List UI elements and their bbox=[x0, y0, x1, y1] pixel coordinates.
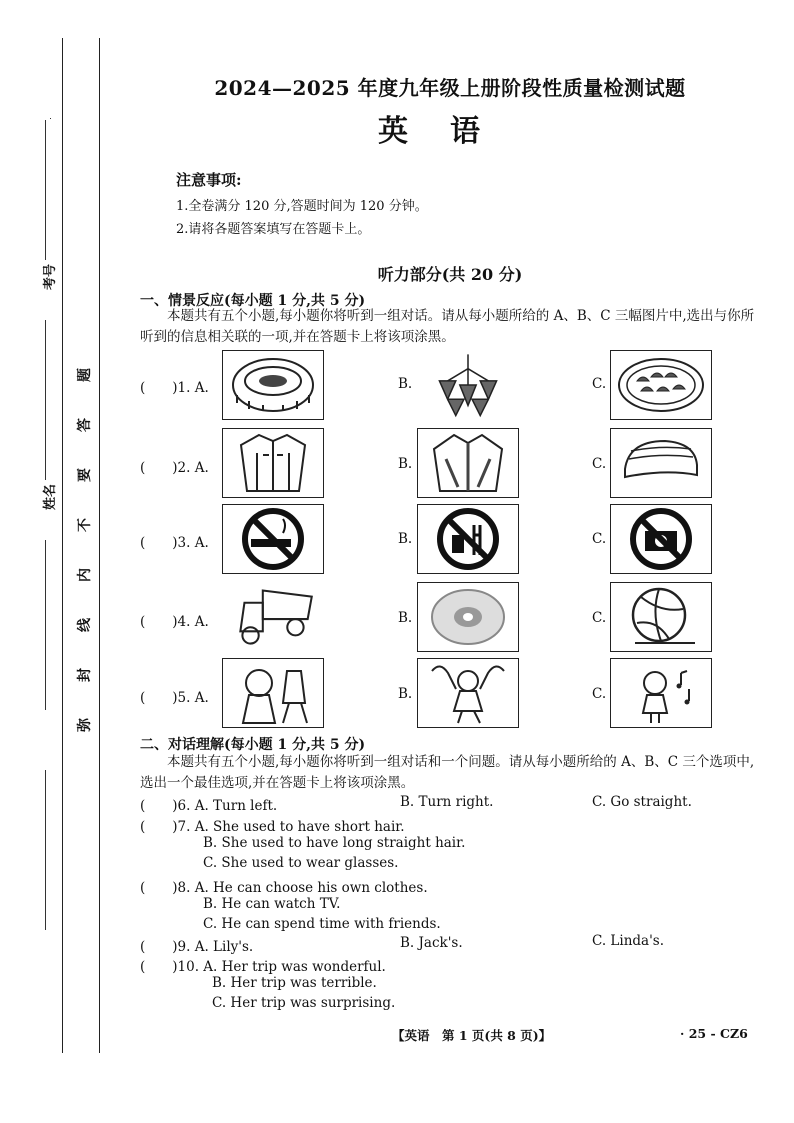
q5-option-c[interactable] bbox=[610, 658, 712, 728]
section2-heading: 二、对话理解(每小题 1 分,共 5 分) bbox=[140, 737, 366, 753]
school-underline bbox=[45, 770, 46, 930]
seal-char-5: 内 bbox=[77, 568, 93, 582]
q9-option-c[interactable]: C. Linda's. bbox=[592, 933, 665, 949]
page-footer: 【英语 第 1 页(共 8 页)】 bbox=[392, 1028, 552, 1043]
zongzi-icon bbox=[417, 350, 519, 420]
q8-option-c[interactable]: C. He can spend time with friends. bbox=[203, 916, 441, 932]
exam-title: 2024—2025 年度九年级上册阶段性质量检测试题 bbox=[214, 76, 686, 100]
q9-option-b[interactable]: B. Jack's. bbox=[400, 935, 463, 951]
q2-option-b[interactable] bbox=[417, 428, 519, 498]
q3-option-a[interactable] bbox=[222, 504, 324, 574]
q1-option-c[interactable] bbox=[610, 350, 712, 420]
q9-option-a[interactable]: ( )9. A. Lily's. bbox=[140, 939, 254, 955]
exam-number-blank bbox=[50, 118, 51, 119]
q6-option-c[interactable]: C. Go straight. bbox=[592, 794, 692, 810]
section1-heading: 一、情景反应(每小题 1 分,共 5 分) bbox=[140, 293, 366, 309]
q5-option-b[interactable] bbox=[417, 658, 519, 728]
name-underline bbox=[45, 320, 46, 480]
dancing-girl-icon bbox=[418, 659, 518, 727]
q7-option-a[interactable]: ( )7. A. She used to have short hair. bbox=[140, 819, 405, 835]
section2-instruction: 本题共有五个小题,每小题你将听到一组对话和一个问题。请从每小题所给的 A、B、C 三个选项中,选出一个最佳选项,并在答题卡上将该项涂黑。 bbox=[140, 754, 755, 791]
jacket-icon bbox=[418, 429, 518, 497]
q1-option-b[interactable] bbox=[417, 350, 519, 420]
q2-c-label: C. bbox=[592, 456, 607, 472]
toy-truck-icon bbox=[222, 580, 324, 650]
q3-option-b[interactable] bbox=[417, 504, 519, 574]
q1-b-label: B. bbox=[398, 376, 413, 392]
q1-number: ( )1. A. bbox=[140, 380, 209, 396]
no-food-drink-icon bbox=[418, 505, 518, 573]
margin-line-outer bbox=[62, 38, 63, 1053]
q4-b-label: B. bbox=[398, 610, 413, 626]
q5-number: ( )5. A. bbox=[140, 690, 209, 706]
q10-option-c[interactable]: C. Her trip was surprising. bbox=[212, 995, 396, 1011]
q5-option-a[interactable] bbox=[222, 658, 324, 728]
class-underline bbox=[45, 540, 46, 710]
exam-number-label: 考号 bbox=[43, 263, 59, 291]
q6-option-b[interactable]: B. Turn right. bbox=[400, 794, 494, 810]
q10-option-a[interactable]: ( )10. A. Her trip was wonderful. bbox=[140, 959, 386, 975]
cap-icon bbox=[611, 429, 711, 497]
painting-girl-icon bbox=[223, 659, 323, 727]
shirt-icon bbox=[223, 429, 323, 497]
seal-char-4: 不 bbox=[77, 518, 93, 532]
name-label: 姓名 bbox=[43, 483, 59, 511]
q2-option-c[interactable] bbox=[610, 428, 712, 498]
q4-option-c[interactable] bbox=[610, 582, 712, 652]
mooncake-icon bbox=[223, 351, 323, 419]
exam-code: · 25 - CZ6 bbox=[680, 1026, 748, 1041]
q1-c-label: C. bbox=[592, 376, 607, 392]
no-photo-icon bbox=[611, 505, 711, 573]
q8-option-b[interactable]: B. He can watch TV. bbox=[203, 896, 341, 912]
q3-option-c[interactable] bbox=[610, 504, 712, 574]
seal-char-3: 要 bbox=[77, 468, 93, 482]
q5-c-label: C. bbox=[592, 686, 607, 702]
exam-number-underline bbox=[45, 120, 46, 260]
section1-instruction: 本题共有五个小题,每小题你将听到一组对话。请从每小题所给的 A、B、C 三幅图片中,选出与你所听到的信息相关联的一项,并在答题卡上将该项涂黑。 bbox=[140, 308, 755, 345]
dumplings-plate-icon bbox=[611, 351, 711, 419]
notes-heading: 注意事项: bbox=[176, 171, 242, 189]
q2-b-label: B. bbox=[398, 456, 413, 472]
seal-char-8: 弥 bbox=[77, 718, 93, 732]
q5-b-label: B. bbox=[398, 686, 413, 702]
q2-option-a[interactable] bbox=[222, 428, 324, 498]
q7-option-b[interactable]: B. She used to have long straight hair. bbox=[203, 835, 466, 851]
q4-c-label: C. bbox=[592, 610, 607, 626]
cd-icon bbox=[418, 583, 518, 651]
note-item-2: 2.请将各题答案填写在答题卡上。 bbox=[176, 222, 371, 237]
q7-option-c[interactable]: C. She used to wear glasses. bbox=[203, 855, 399, 871]
margin-line-inner bbox=[99, 38, 100, 1053]
q8-option-a[interactable]: ( )8. A. He can choose his own clothes. bbox=[140, 880, 428, 896]
q4-number: ( )4. A. bbox=[140, 614, 209, 630]
volleyball-icon bbox=[611, 583, 711, 651]
seal-char-7: 封 bbox=[77, 668, 93, 682]
seal-char-1: 题 bbox=[77, 368, 93, 382]
q3-c-label: C. bbox=[592, 531, 607, 547]
seal-char-6: 线 bbox=[77, 618, 93, 632]
subject-title: 英语 bbox=[378, 114, 522, 149]
q4-option-b[interactable] bbox=[417, 582, 519, 652]
q1-option-a[interactable] bbox=[222, 350, 324, 420]
q3-b-label: B. bbox=[398, 531, 413, 547]
q4-option-a[interactable] bbox=[222, 580, 324, 650]
listening-heading: 听力部分(共 20 分) bbox=[377, 265, 523, 284]
q10-option-b[interactable]: B. Her trip was terrible. bbox=[212, 975, 377, 991]
singing-girl-icon bbox=[611, 659, 711, 727]
q6-option-a[interactable]: ( )6. A. Turn left. bbox=[140, 798, 278, 814]
seal-char-2: 答 bbox=[77, 418, 93, 432]
note-item-1: 1.全卷满分 120 分,答题时间为 120 分钟。 bbox=[176, 199, 428, 214]
no-smoking-icon bbox=[223, 505, 323, 573]
q2-number: ( )2. A. bbox=[140, 460, 209, 476]
q3-number: ( )3. A. bbox=[140, 535, 209, 551]
